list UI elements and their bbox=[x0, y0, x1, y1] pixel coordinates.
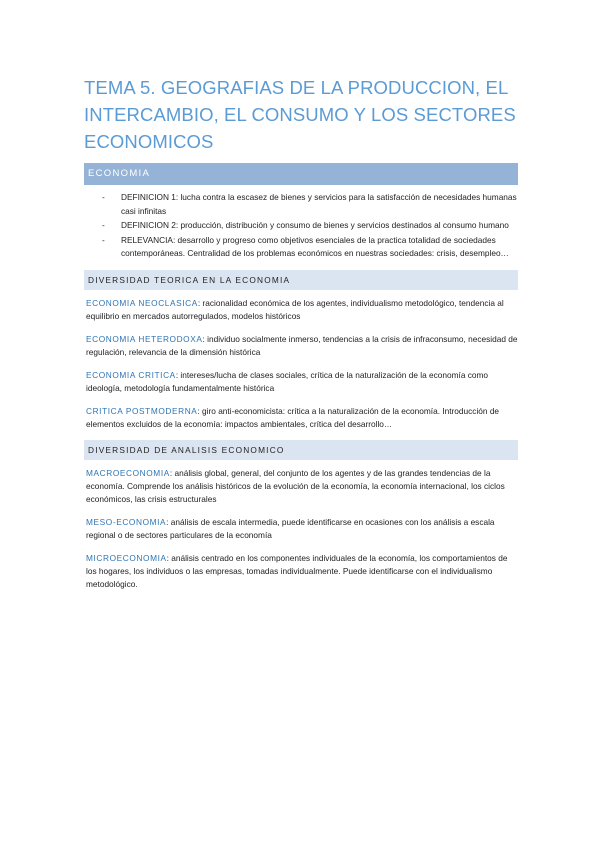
definition-entry bbox=[84, 467, 518, 506]
bullet-text: DEFINICION 2: producción, distribución y consumo de bienes y servicios destinados al consumo humano bbox=[121, 220, 509, 230]
page-title: TEMA 5. GEOGRAFIAS DE LA PRODUCCION, EL INTERCAMBIO, EL CONSUMO Y LOS SECTORES ECONOMICOS bbox=[84, 77, 516, 152]
definition-term: ECONOMIA CRITICA bbox=[86, 369, 176, 380]
document-page bbox=[84, 0, 518, 599]
definition-text: : análisis centrado en los componentes individuales de la economía, los comportamientos de los hogares, los individuos o las empresas, tomadas individualmente. Puede identificarse con el individualismo metodológico. bbox=[86, 552, 508, 589]
section-heading-economia: ECONOMIA bbox=[84, 163, 518, 185]
definition-term: MACROECONOMIA bbox=[86, 467, 170, 478]
definition-entry bbox=[84, 516, 518, 542]
definition-text: : análisis de escala intermedia, puede identificarse en ocasiones con los análisis a escala regional o de sectores particulares de la economía bbox=[86, 516, 495, 540]
definition-term: ECONOMIA HETERODOXA bbox=[86, 333, 203, 344]
bullet-dash: - bbox=[102, 220, 105, 230]
bullet-dash: - bbox=[102, 192, 105, 202]
section-heading-diversidad-teorica: DIVERSIDAD TEORICA EN LA ECONOMIA bbox=[84, 270, 518, 290]
definition-term: ECONOMIA NEOCLASICA bbox=[86, 297, 198, 308]
bullet-text: DEFINICION 1: lucha contra la escasez de bienes y servicios para la satisfacción de necesidades humanas casi infinitas bbox=[121, 192, 517, 216]
list-item bbox=[84, 234, 518, 261]
section-heading-diversidad-analisis: DIVERSIDAD DE ANALISIS ECONOMICO bbox=[84, 440, 518, 460]
definition-entry bbox=[84, 405, 518, 431]
list-item bbox=[84, 219, 518, 233]
economia-bullet-list bbox=[84, 191, 518, 261]
definition-text: : individuo socialmente inmerso, tendencias a la crisis de infraconsumo, necesidad de regulación, relevancia de la dimensión histórica bbox=[86, 333, 518, 357]
definition-term: MESO-ECONOMIA bbox=[86, 516, 167, 527]
list-item bbox=[84, 191, 518, 218]
definition-term: CRITICA POSTMODERNA bbox=[86, 405, 198, 416]
definition-text: : intereses/lucha de clases sociales, crítica de la naturalización de la economía como ideología, metodología fundamentalmente histórica bbox=[86, 369, 489, 393]
definition-term: MICROECONOMIA bbox=[86, 552, 167, 563]
bullet-dash: - bbox=[102, 234, 105, 245]
definition-entry bbox=[84, 333, 518, 359]
definition-text: : racionalidad económica de los agentes, individualismo metodológico, tendencia al equilibrio en mercados autorregulados, modelos históricos bbox=[86, 297, 504, 321]
definition-entry bbox=[84, 297, 518, 323]
definition-text: : giro anti-economicista: crítica a la naturalización de la economía. Introducción de elementos excluidos de la economía: impactos ambientales, crítica del desarrollo… bbox=[86, 405, 500, 429]
definition-entry bbox=[84, 369, 518, 395]
definition-entry bbox=[84, 552, 518, 591]
bullet-text: RELEVANCIA: desarrollo y progreso como objetivos esenciales de la practica totalidad de sociedades contemporáneas. Centralidad de los problemas económicos en nuestras sociedades: crisis, desempleo… bbox=[121, 234, 509, 258]
definition-text: : análisis global, general, del conjunto de los agentes y de las grandes tendencias de la economía. Comprende los análisis históricos de la evolución de la economía, la economía internacional, los ciclos económicos, las crisis estructurales bbox=[86, 467, 505, 504]
